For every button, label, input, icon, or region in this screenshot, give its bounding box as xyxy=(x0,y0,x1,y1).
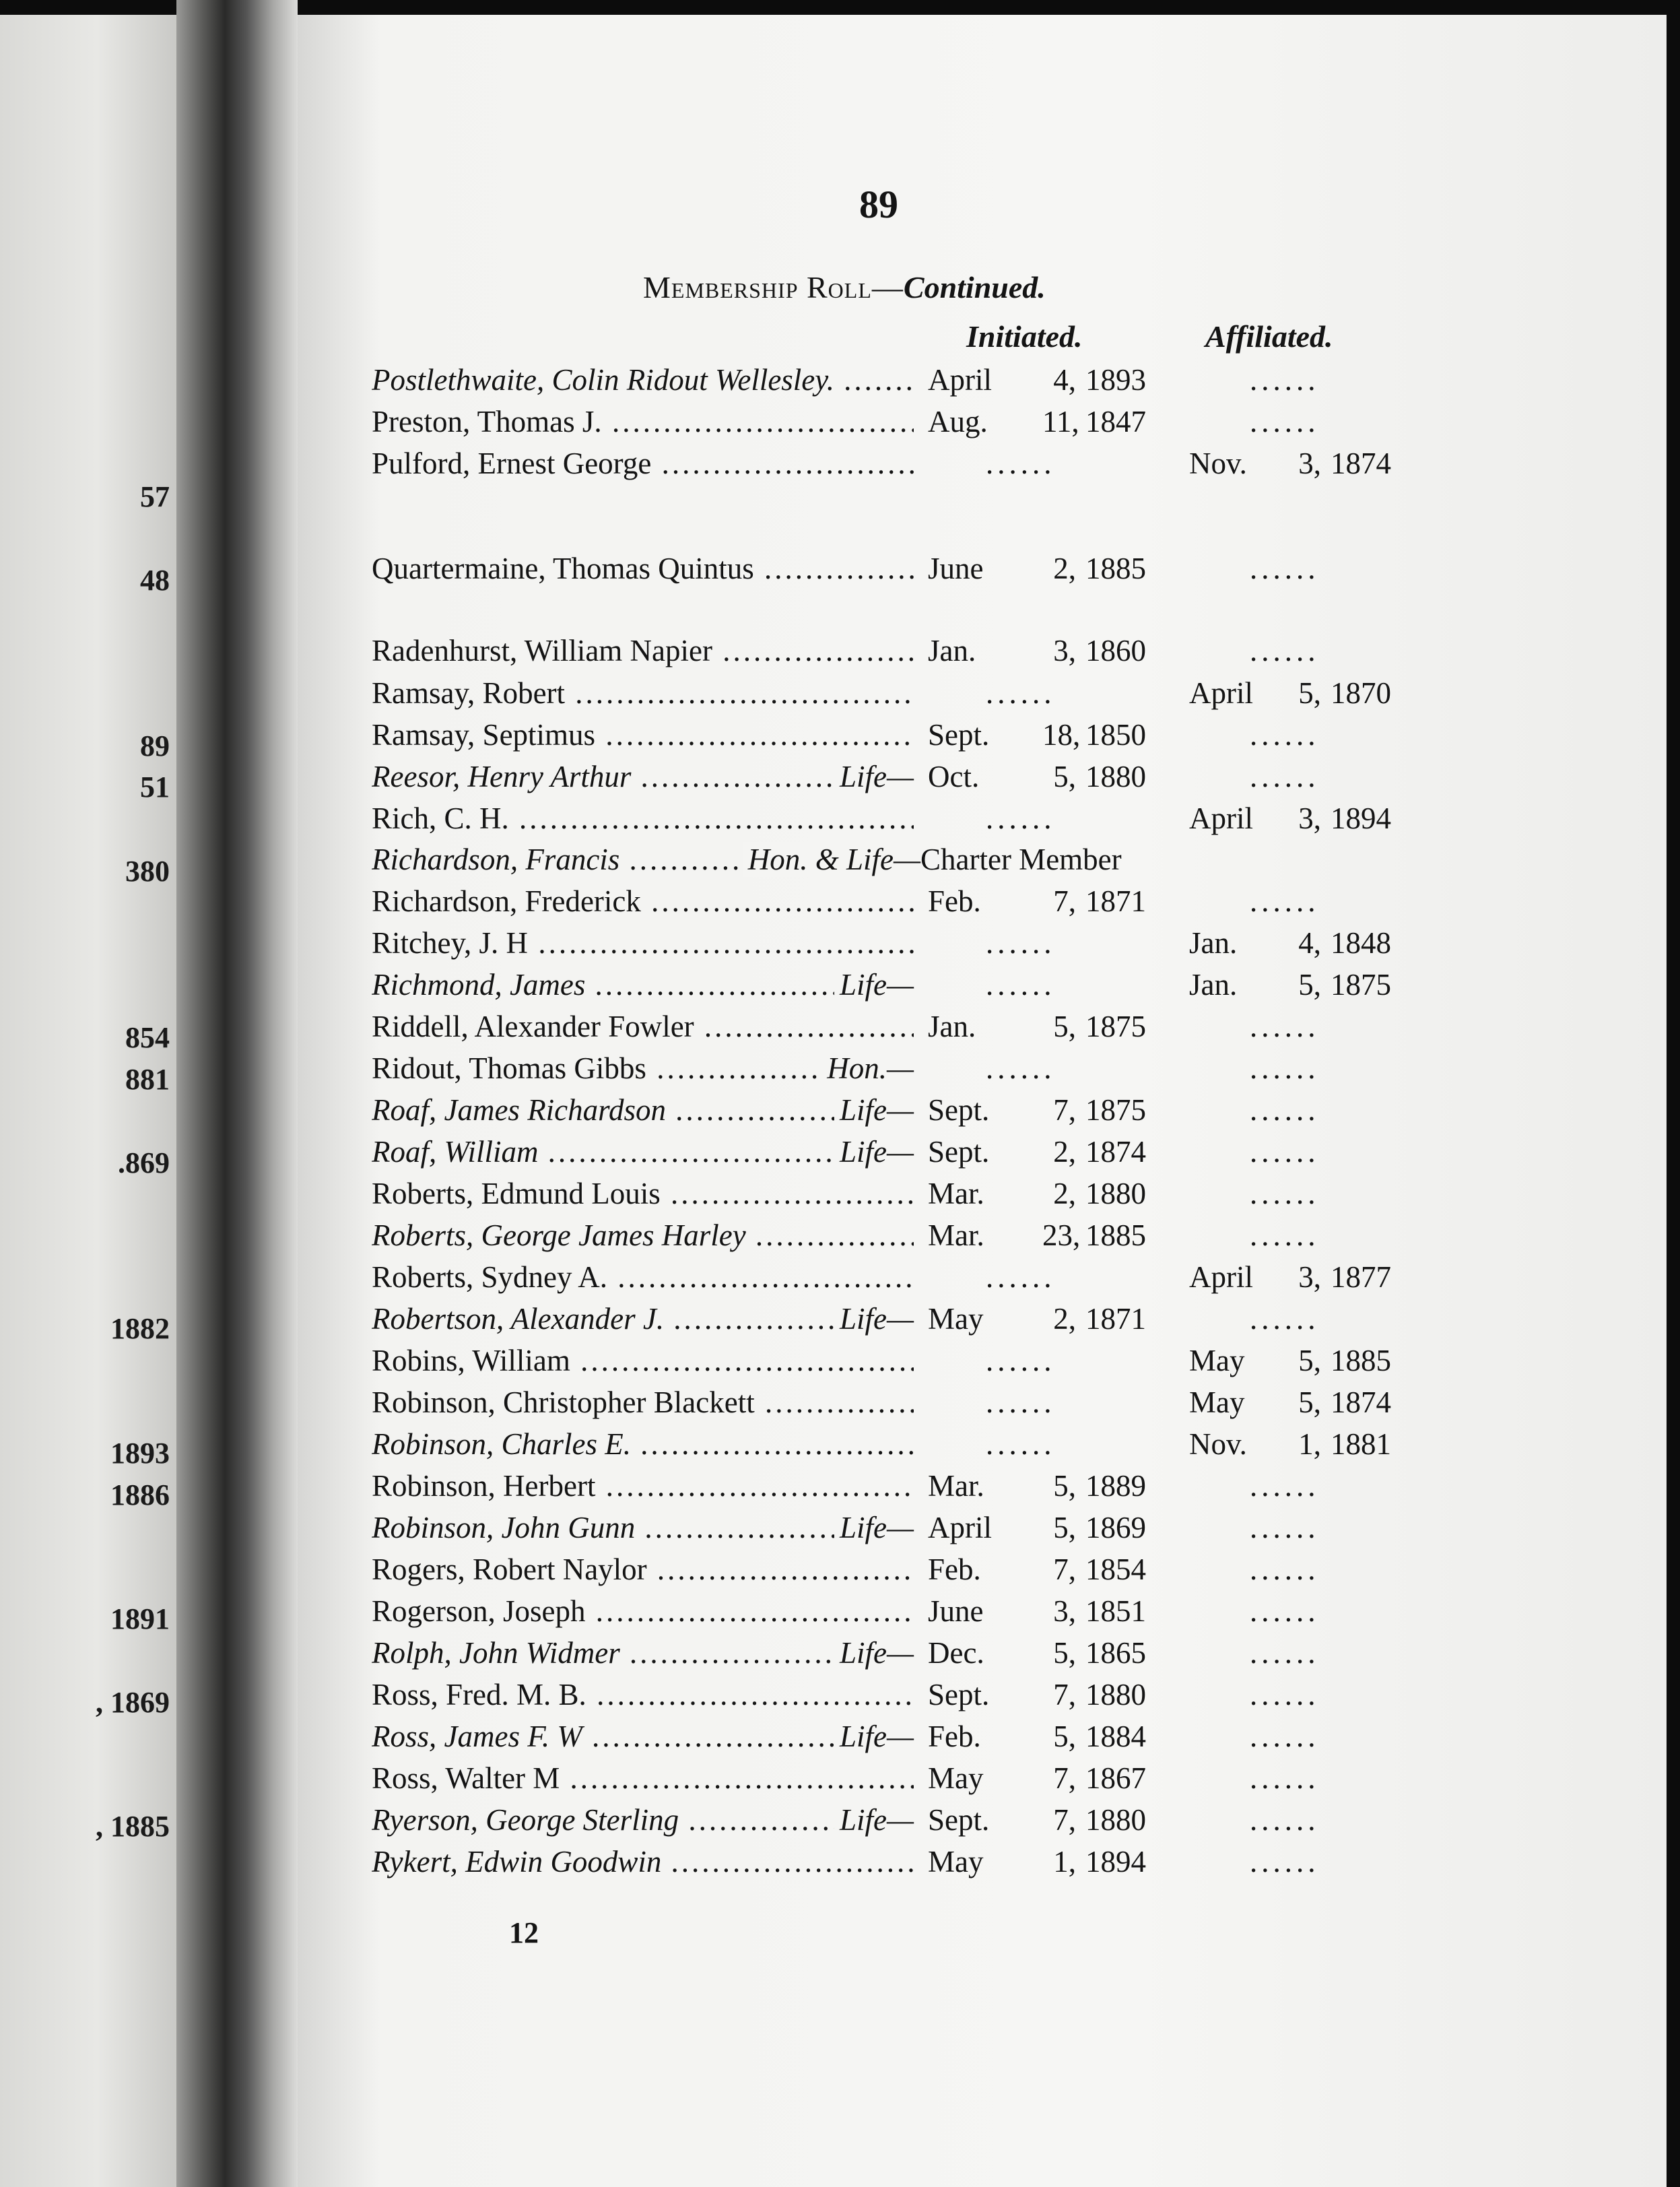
previous-page-fragment: 89 xyxy=(140,729,170,762)
initiated-month: Sept. xyxy=(928,1678,990,1711)
affiliated-blank: ...... xyxy=(1250,1636,1320,1670)
member-name: Roberts, Edmund Louis ..... xyxy=(372,1176,914,1211)
initiated-day: 3, xyxy=(1053,634,1076,667)
initiated-blank: ...... xyxy=(986,1427,1056,1461)
book-gutter xyxy=(176,0,298,2187)
initiated-day: 2, xyxy=(1053,552,1076,585)
previous-page-fragment: 1891 xyxy=(110,1602,170,1635)
initiated-year: 1875 xyxy=(1085,1093,1146,1127)
initiated-month: Sept. xyxy=(928,1135,990,1169)
initiated-year: 1880 xyxy=(1085,760,1146,793)
column-header-affiliated: Affiliated. xyxy=(1205,319,1333,354)
affiliated-year: 1870 xyxy=(1331,676,1391,710)
affiliated-day: 5, xyxy=(1298,1385,1321,1419)
initiated-year: 1871 xyxy=(1085,884,1146,918)
member-name: Richardson, Francis ..... xyxy=(372,842,743,877)
initiated-blank: ...... xyxy=(986,1051,1056,1085)
previous-page-fragment: 380 xyxy=(125,855,170,888)
member-name: Preston, Thomas J. ..... xyxy=(372,404,914,439)
member-name: Radenhurst, William Napier ..... xyxy=(372,633,914,668)
affiliated-day: 4, xyxy=(1298,926,1321,960)
member-status: Life— xyxy=(834,1301,914,1336)
affiliated-month: May xyxy=(1189,1385,1245,1419)
member-name: Ramsay, Septimus ..... xyxy=(372,717,914,752)
initiated-day: 7, xyxy=(1053,1093,1076,1127)
initiated-month: Feb. xyxy=(928,1720,981,1753)
initiated-year: 1894 xyxy=(1085,1845,1146,1879)
affiliated-blank: ...... xyxy=(1250,884,1320,918)
affiliated-blank: ...... xyxy=(1250,1218,1320,1252)
member-name: Rykert, Edwin Goodwin ..... xyxy=(372,1844,914,1879)
member-name: Ritchey, J. H ..... xyxy=(372,925,914,960)
previous-page-fragment: 1882 xyxy=(110,1312,170,1345)
list-item xyxy=(372,1510,1449,1551)
initiated-day: 7, xyxy=(1053,1553,1076,1586)
list-item xyxy=(372,1468,1449,1509)
initiated-year: 1851 xyxy=(1085,1594,1146,1628)
list-item xyxy=(372,551,1449,591)
member-status: Life— xyxy=(834,1134,914,1169)
initiated-month: April xyxy=(928,363,992,397)
list-item xyxy=(372,1009,1449,1049)
affiliated-blank: ...... xyxy=(1250,1093,1320,1127)
section-heading xyxy=(643,269,1046,305)
member-name: Rolph, John Widmer ..... xyxy=(372,1635,914,1670)
affiliated-day: 3, xyxy=(1298,1260,1321,1294)
affiliated-month: Jan. xyxy=(1189,926,1238,960)
list-item xyxy=(372,1343,1449,1383)
member-name: Ryerson, George Sterling ..... xyxy=(372,1802,914,1837)
member-name: Ridout, Thomas Gibbs ..... xyxy=(372,1051,914,1086)
member-name: Ross, James F. W ..... xyxy=(372,1719,914,1754)
initiated-year: 1867 xyxy=(1085,1761,1146,1795)
previous-page-fragment: 57 xyxy=(140,480,170,513)
initiated-year: 1880 xyxy=(1085,1678,1146,1711)
affiliated-blank: ...... xyxy=(1250,1761,1320,1795)
member-name: Richmond, James ..... xyxy=(372,967,914,1002)
initiated-month: Sept. xyxy=(928,1093,990,1127)
list-item xyxy=(372,1761,1449,1801)
initiated-day: 1, xyxy=(1053,1845,1076,1879)
initiated-month: Mar. xyxy=(928,1177,984,1210)
initiated-day: 11, xyxy=(1042,405,1079,438)
initiated-year: 1869 xyxy=(1085,1511,1146,1544)
affiliated-blank: ...... xyxy=(1250,1010,1320,1043)
affiliated-year: 1881 xyxy=(1331,1427,1391,1461)
list-item xyxy=(372,1218,1449,1258)
previous-page-fragment: 48 xyxy=(140,564,170,597)
member-name: Robinson, Herbert ..... xyxy=(372,1468,914,1503)
initiated-year: 1860 xyxy=(1085,634,1146,667)
initiated-year: 1880 xyxy=(1085,1177,1146,1210)
member-name: Robinson, Christopher Blackett ..... xyxy=(372,1385,914,1420)
list-item xyxy=(372,1677,1449,1718)
initiated-year: 1884 xyxy=(1085,1720,1146,1753)
affiliated-blank: ...... xyxy=(1250,1302,1320,1336)
affiliated-blank: ...... xyxy=(1250,1177,1320,1210)
list-item xyxy=(372,1260,1449,1300)
affiliated-blank: ...... xyxy=(1250,1803,1320,1837)
affiliated-day: 1, xyxy=(1298,1427,1321,1461)
list-item xyxy=(372,1427,1449,1467)
member-status: Life— xyxy=(834,967,914,1002)
affiliated-blank: ...... xyxy=(1250,718,1320,752)
initiated-day: 5, xyxy=(1053,1511,1076,1544)
affiliated-blank: ...... xyxy=(1250,760,1320,793)
member-name: Ross, Walter M ..... xyxy=(372,1761,914,1796)
list-item xyxy=(372,1844,1449,1885)
member-name: Quartermaine, Thomas Quintus ..... xyxy=(372,551,914,586)
affiliated-blank: ...... xyxy=(1250,405,1320,438)
initiated-day: 4, xyxy=(1053,363,1076,397)
initiated-month: June xyxy=(928,1594,984,1628)
initiated-month: April xyxy=(928,1511,992,1544)
initiated-year: 1850 xyxy=(1085,718,1146,752)
list-item xyxy=(372,1092,1449,1133)
initiated-month: Sept. xyxy=(928,718,990,752)
member-status: Life— xyxy=(834,1802,914,1837)
initiated-blank: ...... xyxy=(986,1344,1056,1377)
affiliated-year: 1885 xyxy=(1331,1344,1391,1377)
initiated-year: 1875 xyxy=(1085,1010,1146,1043)
affiliated-year: 1874 xyxy=(1331,1385,1391,1419)
affiliated-month: May xyxy=(1189,1344,1245,1377)
member-name: Robinson, Charles E. ..... xyxy=(372,1427,914,1462)
member-status: Hon. & Life— xyxy=(743,842,920,877)
heading-main: Membership Roll— xyxy=(643,270,904,304)
member-name: Reesor, Henry Arthur ..... xyxy=(372,759,914,794)
affiliated-day: 5, xyxy=(1298,1344,1321,1377)
initiated-year: 1865 xyxy=(1085,1636,1146,1670)
scan-border-right xyxy=(1667,0,1680,2187)
member-name: Robertson, Alexander J. ..... xyxy=(372,1301,914,1336)
initiated-blank: ...... xyxy=(986,676,1056,710)
member-name: Rogers, Robert Naylor ..... xyxy=(372,1552,914,1587)
list-item xyxy=(372,362,1449,403)
initiated-blank: ...... xyxy=(986,1260,1056,1294)
list-item xyxy=(372,633,1449,674)
previous-page-fragment: .869 xyxy=(118,1146,170,1179)
initiated-day: 3, xyxy=(1053,1594,1076,1628)
initiated-month: Jan. xyxy=(928,1010,976,1043)
initiated-year: 1847 xyxy=(1085,405,1146,438)
member-name: Robins, William ..... xyxy=(372,1343,914,1378)
initiated-day: 2, xyxy=(1053,1177,1076,1210)
initiated-blank: ...... xyxy=(986,447,1056,480)
affiliated-blank: ...... xyxy=(1250,363,1320,397)
list-item xyxy=(372,1802,1449,1843)
list-item xyxy=(372,1134,1449,1175)
initiated-month: Aug. xyxy=(928,405,988,438)
initiated-month: Oct. xyxy=(928,760,980,793)
previous-page-fragment: 1886 xyxy=(110,1478,170,1511)
member-name: Richardson, Frederick ..... xyxy=(372,884,914,919)
member-name: Roaf, William ..... xyxy=(372,1134,914,1169)
affiliated-day: 5, xyxy=(1298,968,1321,1002)
affiliated-day: 3, xyxy=(1298,802,1321,835)
initiated-month: Feb. xyxy=(928,884,981,918)
member-name: Roberts, George James Harley ..... xyxy=(372,1218,914,1253)
signature-mark: 12 xyxy=(509,1916,539,1949)
affiliated-month: Jan. xyxy=(1189,968,1238,1002)
member-name: Riddell, Alexander Fowler ..... xyxy=(372,1009,914,1044)
member-status: Life— xyxy=(834,1092,914,1128)
list-item xyxy=(372,1176,1449,1216)
initiated-day: 5, xyxy=(1053,1720,1076,1753)
initiated-blank: ...... xyxy=(986,1385,1056,1419)
affiliated-blank: ...... xyxy=(1250,1594,1320,1628)
affiliated-month: April xyxy=(1189,802,1253,835)
previous-page-fragment: 1893 xyxy=(110,1437,170,1470)
initiated-year: 1889 xyxy=(1085,1469,1146,1503)
affiliated-year: 1877 xyxy=(1331,1260,1391,1294)
affiliated-year: 1848 xyxy=(1331,926,1391,960)
list-item xyxy=(372,1385,1449,1425)
affiliated-year: 1874 xyxy=(1331,447,1391,480)
initiated-day: 2, xyxy=(1053,1302,1076,1336)
list-item xyxy=(372,967,1449,1008)
initiated-day: 7, xyxy=(1053,1761,1076,1795)
initiated-year: 1893 xyxy=(1085,363,1146,397)
affiliated-blank: ...... xyxy=(1250,634,1320,667)
initiated-blank: ...... xyxy=(986,802,1056,835)
list-item xyxy=(372,404,1449,445)
affiliated-month: April xyxy=(1189,1260,1253,1294)
initiated-year: 1885 xyxy=(1085,552,1146,585)
affiliated-blank: ...... xyxy=(1250,1720,1320,1753)
member-name: Roaf, James Richardson ..... xyxy=(372,1092,914,1128)
list-item xyxy=(372,676,1449,716)
affiliated-blank: ...... xyxy=(1250,1135,1320,1169)
initiated-day: 7, xyxy=(1053,1678,1076,1711)
list-item xyxy=(372,884,1449,924)
member-name: Rich, C. H. ..... xyxy=(372,801,914,836)
member-name: Pulford, Ernest George ..... xyxy=(372,446,914,481)
affiliated-blank: ...... xyxy=(1250,1051,1320,1085)
heading-continued: Continued. xyxy=(903,270,1046,304)
initiated-month: Mar. xyxy=(928,1218,984,1252)
member-status: Life— xyxy=(834,1719,914,1754)
previous-page-fragment: 51 xyxy=(140,771,170,804)
initiated-month: Mar. xyxy=(928,1469,984,1503)
initiated-day: 7, xyxy=(1053,1803,1076,1837)
affiliated-month: Nov. xyxy=(1189,1427,1247,1461)
initiated-day: 2, xyxy=(1053,1135,1076,1169)
initiated-year: 1871 xyxy=(1085,1302,1146,1336)
list-item xyxy=(372,759,1449,799)
affiliated-blank: ...... xyxy=(1250,1845,1320,1879)
initiated-month: Dec. xyxy=(928,1636,984,1670)
list-item xyxy=(372,1552,1449,1592)
initiated-day: 7, xyxy=(1053,884,1076,918)
list-item xyxy=(372,842,1449,882)
member-name: Ramsay, Robert ..... xyxy=(372,676,914,711)
list-item xyxy=(372,801,1449,841)
list-item xyxy=(372,717,1449,758)
initiated-day: 23, xyxy=(1042,1218,1081,1252)
affiliated-blank: ...... xyxy=(1250,1511,1320,1544)
list-item xyxy=(372,1594,1449,1634)
member-name: Robinson, John Gunn ..... xyxy=(372,1510,914,1545)
initiated-day: 5, xyxy=(1053,1469,1076,1503)
affiliated-month: April xyxy=(1189,676,1253,710)
affiliated-month: Nov. xyxy=(1189,447,1247,480)
list-item xyxy=(372,1301,1449,1342)
previous-page-fragment: 881 xyxy=(125,1063,170,1096)
list-item xyxy=(372,1719,1449,1759)
initiated-day: 5, xyxy=(1053,1010,1076,1043)
affiliated-blank: ...... xyxy=(1250,1469,1320,1503)
initiated-month: May xyxy=(928,1302,984,1336)
initiated-month: Jan. xyxy=(928,634,976,667)
member-status: Life— xyxy=(834,759,914,794)
initiated-year: 1854 xyxy=(1085,1553,1146,1586)
affiliated-day: 3, xyxy=(1298,447,1321,480)
previous-page-fragment: , 1869 xyxy=(96,1686,170,1719)
member-status: Life— xyxy=(834,1635,914,1670)
affiliated-blank: ...... xyxy=(1250,1553,1320,1586)
initiated-year: 1874 xyxy=(1085,1135,1146,1169)
initiated-blank: ...... xyxy=(986,968,1056,1002)
list-item xyxy=(372,925,1449,966)
initiated-day: 5, xyxy=(1053,760,1076,793)
column-header-initiated: Initiated. xyxy=(966,319,1083,354)
previous-page-edge xyxy=(0,15,176,2187)
affiliated-blank: ...... xyxy=(1250,552,1320,585)
page-number: 89 xyxy=(859,183,898,226)
affiliated-year: 1875 xyxy=(1331,968,1391,1002)
list-item xyxy=(372,446,1449,486)
initiated-month: June xyxy=(928,552,984,585)
initiated-month: Feb. xyxy=(928,1553,981,1586)
initiated-day: 5, xyxy=(1053,1636,1076,1670)
previous-page-fragment: , 1885 xyxy=(96,1810,170,1843)
previous-page-fragment: 854 xyxy=(125,1021,170,1054)
list-item xyxy=(372,1635,1449,1676)
initiated-year: 1885 xyxy=(1085,1218,1146,1252)
affiliated-day: 5, xyxy=(1298,676,1321,710)
initiated-month: Sept. xyxy=(928,1803,990,1837)
charter-member-note: Charter Member xyxy=(920,843,1122,876)
member-status: Hon.— xyxy=(821,1051,914,1086)
affiliated-blank: ...... xyxy=(1250,1678,1320,1711)
member-name: Ross, Fred. M. B. ..... xyxy=(372,1677,914,1712)
initiated-blank: ...... xyxy=(986,926,1056,960)
initiated-month: May xyxy=(928,1761,984,1795)
member-name: Roberts, Sydney A. ..... xyxy=(372,1260,914,1295)
member-name: Postlethwaite, Colin Ridout Wellesley. ..... xyxy=(372,362,914,397)
initiated-year: 1880 xyxy=(1085,1803,1146,1837)
list-item xyxy=(372,1051,1449,1091)
member-status: Life— xyxy=(834,1510,914,1545)
initiated-day: 18, xyxy=(1042,718,1081,752)
initiated-month: May xyxy=(928,1845,984,1879)
affiliated-year: 1894 xyxy=(1331,802,1391,835)
member-name: Rogerson, Joseph ..... xyxy=(372,1594,914,1629)
